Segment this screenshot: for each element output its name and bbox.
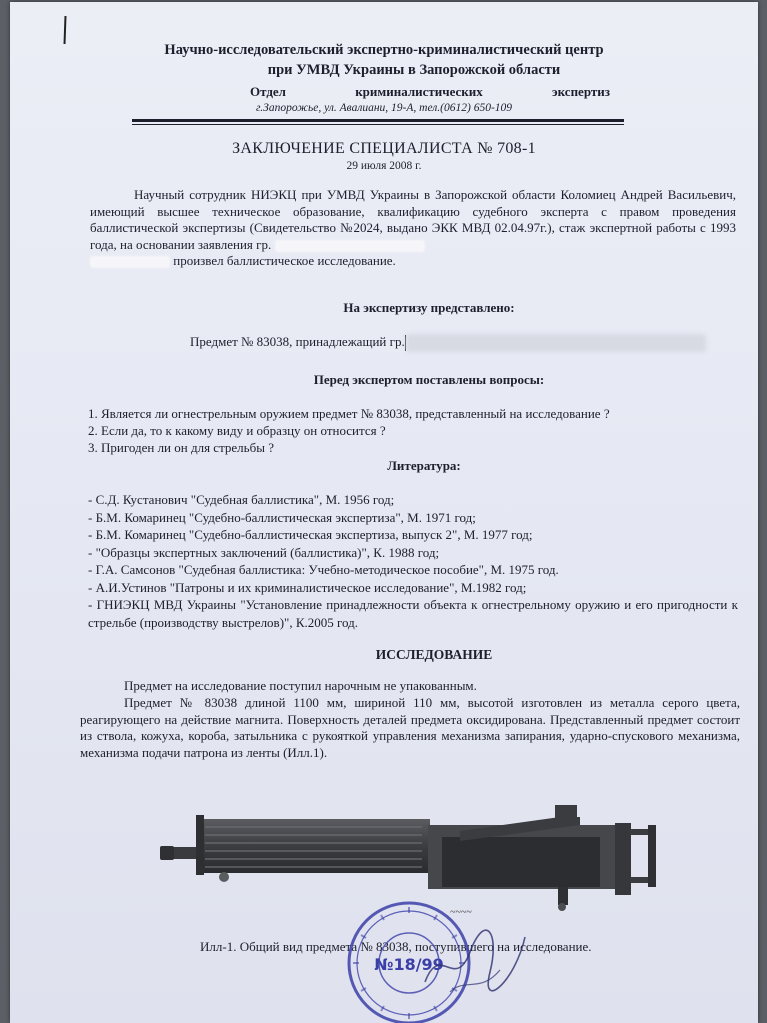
research-heading: ИССЛЕДОВАНИЕ: [375, 647, 493, 662]
redacted-name: [90, 256, 170, 268]
redacted-name: [275, 240, 425, 252]
literature-item: - "Образцы экспертных заключений (баллистика)", К. 1988 год;: [88, 544, 440, 560]
intro-text-end: произвел баллистическое исследование.: [173, 253, 396, 268]
department-line: [250, 84, 610, 100]
handwritten-mark: ~~~~: [450, 907, 472, 918]
literature-item: - А.И.Устинов "Патроны и их криминалистическое исследование", М.1982 год;: [88, 579, 527, 595]
intro-text: Научный сотрудник НИЭКЦ при УМВД Украины в Запорожской области Коломиец Андрей Васильевич, имеющий высшее техническое образование, квалификацию судебного эксперта с правом проведения баллистической экспертизы (Свидетельство №2024, выдано ЭКК МВД 02.04.97г.), стаж экспертной работы с 1993 года, на основании заявления гр.: [90, 187, 736, 252]
document-title: ЗАКЛЮЧЕНИЕ СПЕЦИАЛИСТА № 708-1: [232, 140, 536, 157]
header-divider-thin: [132, 124, 624, 125]
literature-item: - С.Д. Кустанович "Судебная баллистика", М. 1956 год;: [88, 492, 395, 507]
literature-item: - Б.М. Комаринец "Судебно-баллистическая экспертиза", М. 1971 год;: [88, 509, 476, 525]
document-date: 29 июля 2008 г.: [346, 160, 422, 172]
org-name-line1: Научно-исследовательский экспертно-криминалистический центр: [164, 42, 604, 58]
question-item: 2. Если да, то к какому виду и образцу он относится ?: [88, 423, 386, 438]
illustration-caption: Илл-1. Общий вид предмета № 83038, поступившего на исследование.: [200, 939, 592, 954]
submitted-heading: На экспертизу представлено:: [343, 300, 515, 315]
questions-list: [88, 405, 610, 456]
signature-scribble: [420, 922, 530, 1002]
question-item: 1. Является ли огнестрельным оружием предмет № 83038, представленный на исследование ?: [88, 406, 610, 421]
literature-list: [88, 491, 738, 631]
submitted-item-text: Предмет № 83038, принадлежащий гр.: [190, 334, 405, 349]
stamp-number: №18/99: [374, 955, 444, 974]
header-divider: [132, 119, 624, 122]
department-word: криминалистических: [355, 84, 483, 99]
document-page: [10, 2, 758, 1023]
org-name-line2: при УМВД Украины в Запорожской области: [267, 62, 561, 78]
literature-item: - Б.М. Комаринец "Судебно-баллистическая экспертиза, выпуск 2", М. 1977 год;: [88, 527, 533, 542]
literature-heading: Литература:: [387, 458, 461, 473]
redacted-owner: [406, 334, 706, 352]
org-address: г.Запорожье, ул. Авалиани, 19-А, тел.(0612) 650-109: [255, 102, 513, 114]
research-paragraph-2: Предмет № 83038 длиной 1100 мм, шириной 110 мм, высотой изготовлен из металла серого цвета, реагирующего на действие магнита. Поверхность деталей предмета оксидирована. Представленный предмет состоит из ствола, кожуха, короба, затыльника с рукояткой управления механизма запирания, ударно-спускового механизма, механизма подачи патрона из ленты (Илл.1).: [80, 695, 740, 760]
department-word: экспертиз: [552, 84, 610, 99]
pen-mark: [64, 16, 67, 44]
question-item: 3. Пригоден ли он для стрельбы ?: [88, 440, 274, 455]
research-paragraph-1: Предмет на исследование поступил нарочным не упакованным.: [124, 678, 477, 693]
department-word: Отдел: [250, 84, 286, 99]
literature-item: - Г.А. Самсонов "Судебная баллистика: Учебно-методическое пособие", М. 1975 год.: [88, 562, 559, 577]
literature-item: - ГНИЭКЦ МВД Украины "Установление принадлежности объекта к огнестрельному оружию и его пригодности к стрельбе (производству выстрелов)", К.2005 год.: [88, 597, 738, 630]
intro-paragraph: [90, 187, 736, 270]
submitted-item: [190, 334, 706, 352]
questions-heading: Перед экспертом поставлены вопросы:: [313, 372, 545, 387]
